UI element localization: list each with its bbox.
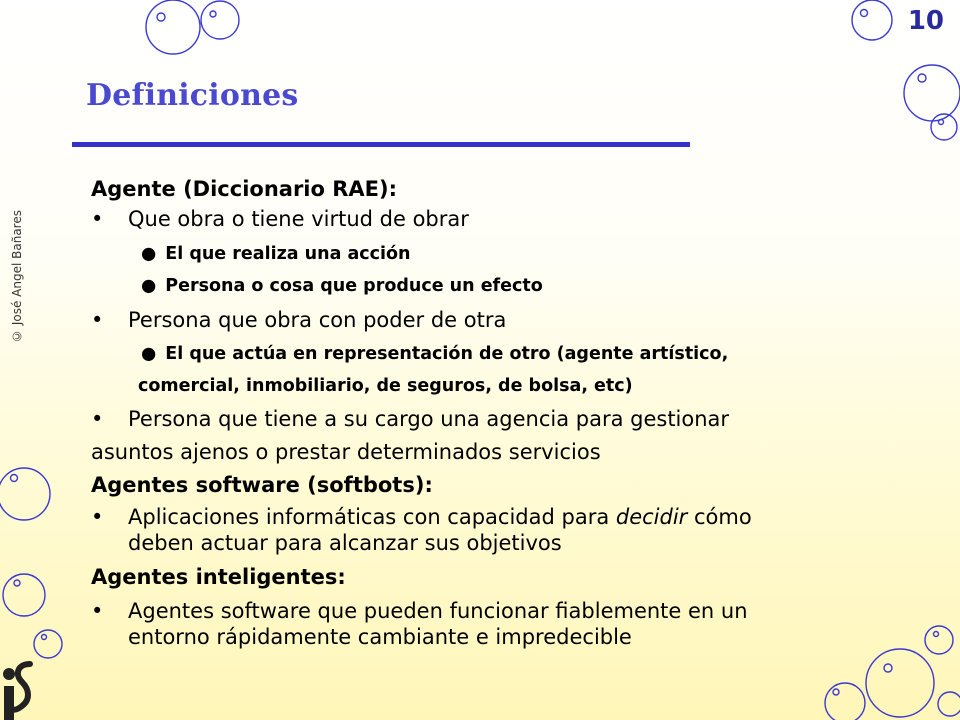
- bubble-icon: [833, 689, 839, 695]
- bubble-icon: [42, 635, 47, 640]
- bullet-item: [91, 504, 941, 556]
- sub-bullet-icon: ●: [141, 276, 157, 296]
- bullet-text-line-2: deben actuar para alcanzar sus objetivos: [128, 531, 562, 555]
- emphasis-text: decidir: [615, 505, 688, 529]
- bullet-item: [91, 598, 941, 650]
- sub-bullet-icon: ●: [141, 244, 157, 264]
- bullet-icon: •: [91, 505, 104, 529]
- intelligent-heading: Agentes inteligentes:: [91, 565, 346, 589]
- bullet-text: Persona que obra con poder de otra: [128, 308, 507, 332]
- bubble-icon: [146, 0, 200, 54]
- bullet-continuation: asuntos ajenos o prestar determinados servicios: [91, 440, 601, 464]
- sub-bullet-text: Persona o cosa que produce un efecto: [165, 276, 543, 296]
- bubble-icon: [3, 574, 45, 616]
- software-heading: Agentes software (softbots):: [91, 473, 433, 497]
- bubble-icon: [11, 475, 18, 482]
- sub-bullet-item: [91, 338, 941, 370]
- bubble-icon: [0, 468, 50, 520]
- slide-number: 10: [907, 6, 944, 36]
- page-title: Definiciones: [86, 78, 299, 113]
- bubble-icon: [904, 65, 960, 121]
- sub-bullet-item: [91, 238, 941, 270]
- bubble-icon: [157, 13, 165, 21]
- bubble-icon: [34, 630, 62, 658]
- bubble-icon: [825, 683, 865, 720]
- bubble-icon: [861, 10, 868, 17]
- bullet-text: Aplicaciones informáticas con capacidad para decidir cómo: [128, 505, 752, 529]
- bullet-icon: •: [91, 308, 104, 332]
- bullet-icon: •: [91, 407, 104, 431]
- bubble-icon: [866, 649, 934, 717]
- title-underline: [72, 142, 690, 147]
- sub-bullet-item: [91, 270, 941, 302]
- bubble-icon: [210, 11, 216, 17]
- bullet-text: Persona que tiene a su cargo una agencia para gestionar: [128, 407, 730, 431]
- bubble-icon: [852, 0, 892, 40]
- bullet-text: Que obra o tiene virtud de obrar: [128, 207, 469, 231]
- bullet-icon: •: [91, 207, 104, 231]
- sub-bullet-text: El que actúa en representación de otro (agente artístico,: [165, 344, 729, 364]
- slide-content: [91, 172, 941, 650]
- bullet-text-line-2: entorno rápidamente cambiante e impredecible: [128, 625, 632, 649]
- bubble-icon: [938, 692, 960, 716]
- agente-heading: Agente (Diccionario RAE):: [91, 177, 397, 201]
- sub-bullet-text: El que realiza una acción: [165, 244, 411, 264]
- sub-bullet-icon: ●: [141, 344, 157, 364]
- bubble-icon: [918, 74, 926, 82]
- bubble-icon: [14, 580, 20, 586]
- bubble-icon: [884, 664, 892, 672]
- bullet-text: Agentes software que pueden funcionar fiablemente en un: [128, 599, 748, 623]
- bubble-icon: [201, 1, 239, 39]
- bullet-item: [91, 302, 941, 338]
- bullet-item: [91, 206, 941, 238]
- bullet-item: [91, 402, 941, 436]
- is-logo-icon: [0, 656, 40, 720]
- bullet-icon: •: [91, 599, 104, 623]
- copyright-note: © José Angel Bañares: [10, 210, 24, 343]
- sub-bullet-continuation: comercial, inmobiliario, de seguros, de bolsa, etc): [138, 376, 633, 396]
